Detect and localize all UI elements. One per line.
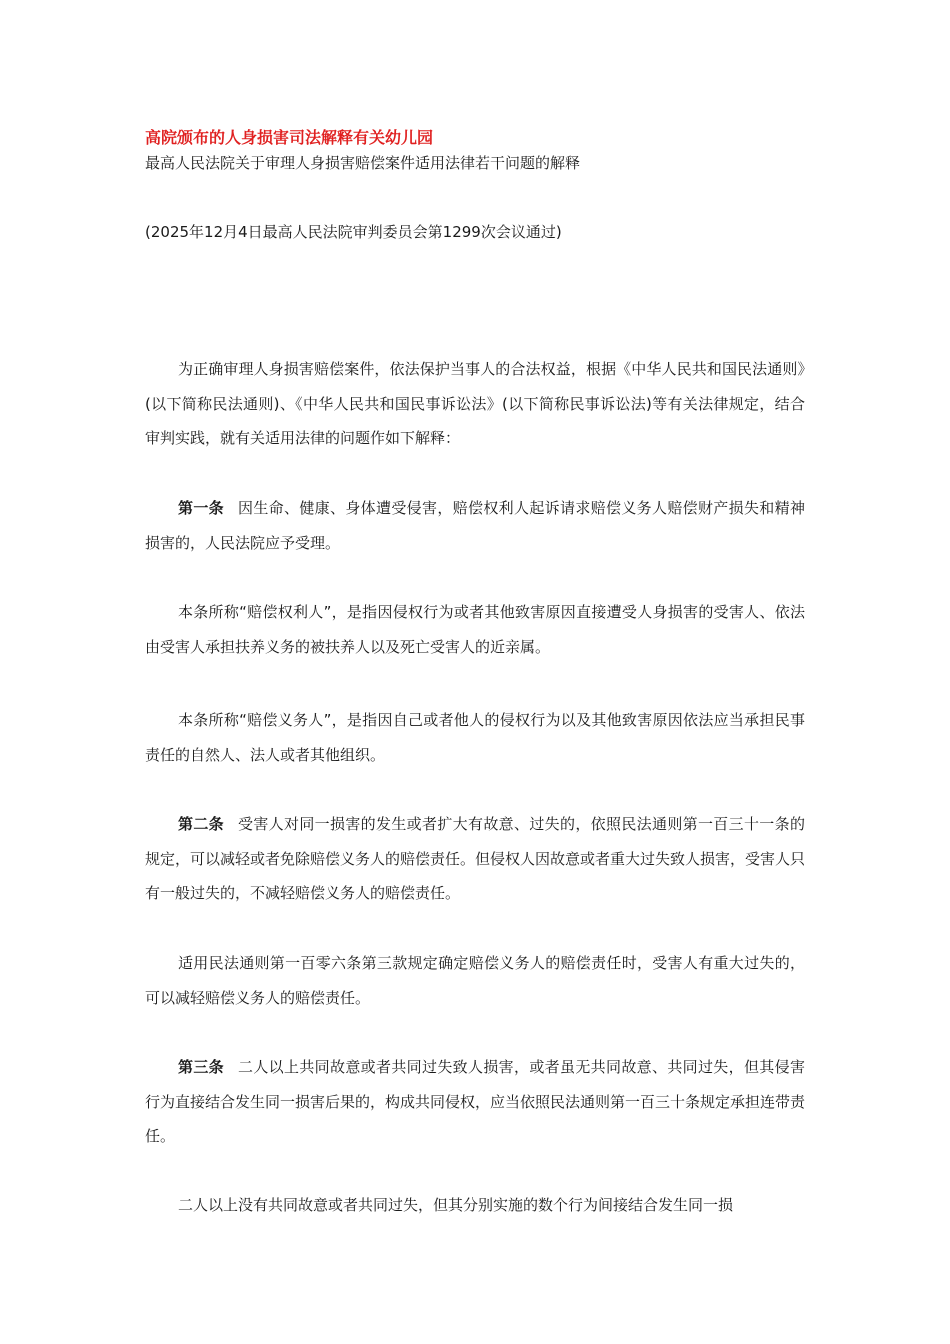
paragraph-text: 受害人对同一损害的发生或者扩大有故意、过失的，依照民法通则第一百三十一条的规定，可以减轻或者免除赔偿义务人的赔偿责任。但侵权人因故意或者重大过失致人损害，受害人只有一般过失的，不减轻赔偿义务人的赔偿责任。: [145, 815, 806, 902]
paragraph-article-1-clause-3: [145, 703, 805, 772]
paragraph-text: 为正确审理人身损害赔偿案件，依法保护当事人的合法权益，根据《中华人民共和国民法通则》(以下简称民法通则)、《中华人民共和国民事诉讼法》(以下简称民事诉讼法)等有关法律规定，结合审判实践，就有关适用法律的问题作如下解释：: [145, 360, 805, 447]
paragraph-text: 二人以上共同故意或者共同过失致人损害，或者虽无共同故意、共同过失，但其侵害行为直接结合发生同一损害后果的，构成共同侵权，应当依照民法通则第一百三十条规定承担连带责任。: [145, 1058, 806, 1145]
article-label: 第一条: [178, 499, 224, 517]
document-title: 高院颁布的人身损害司法解释有关幼儿园: [145, 128, 434, 147]
paragraph-text: 本条所称“赔偿权利人”，是指因侵权行为或者其他致害原因直接遭受人身损害的受害人、依法由受害人承担扶养义务的被扶养人以及死亡受害人的近亲属。: [145, 603, 805, 656]
paragraph-preamble: [145, 352, 805, 456]
paragraph-text: 本条所称“赔偿义务人”，是指因自己或者他人的侵权行为以及其他致害原因依法应当承担民事责任的自然人、法人或者其他组织。: [145, 711, 805, 764]
paragraph-article-1-clause-2: [145, 595, 805, 664]
article-label: 第三条: [178, 1058, 224, 1076]
paragraph-article-3: [145, 1050, 805, 1154]
paragraph-text: 因生命、健康、身体遭受侵害，赔偿权利人起诉请求赔偿义务人赔偿财产损失和精神损害的，人民法院应予受理。: [145, 499, 805, 552]
document-subtitle: 最高人民法院关于审理人身损害赔偿案件适用法律若干问题的解释: [145, 154, 581, 172]
paragraph-article-3-clause-2: [145, 1188, 805, 1223]
paragraph-article-2: [145, 807, 805, 911]
adoption-note: (2025年12月4日最高人民法院审判委员会第1299次会议通过): [145, 223, 562, 241]
paragraph-text: 适用民法通则第一百零六条第三款规定确定赔偿义务人的赔偿责任时，受害人有重大过失的，可以减轻赔偿义务人的赔偿责任。: [145, 954, 805, 1007]
article-label: 第二条: [178, 815, 224, 833]
paragraph-article-1: [145, 491, 805, 560]
paragraph-text: 二人以上没有共同故意或者共同过失，但其分别实施的数个行为间接结合发生同一损: [178, 1196, 734, 1214]
paragraph-article-2-clause-2: [145, 946, 805, 1015]
